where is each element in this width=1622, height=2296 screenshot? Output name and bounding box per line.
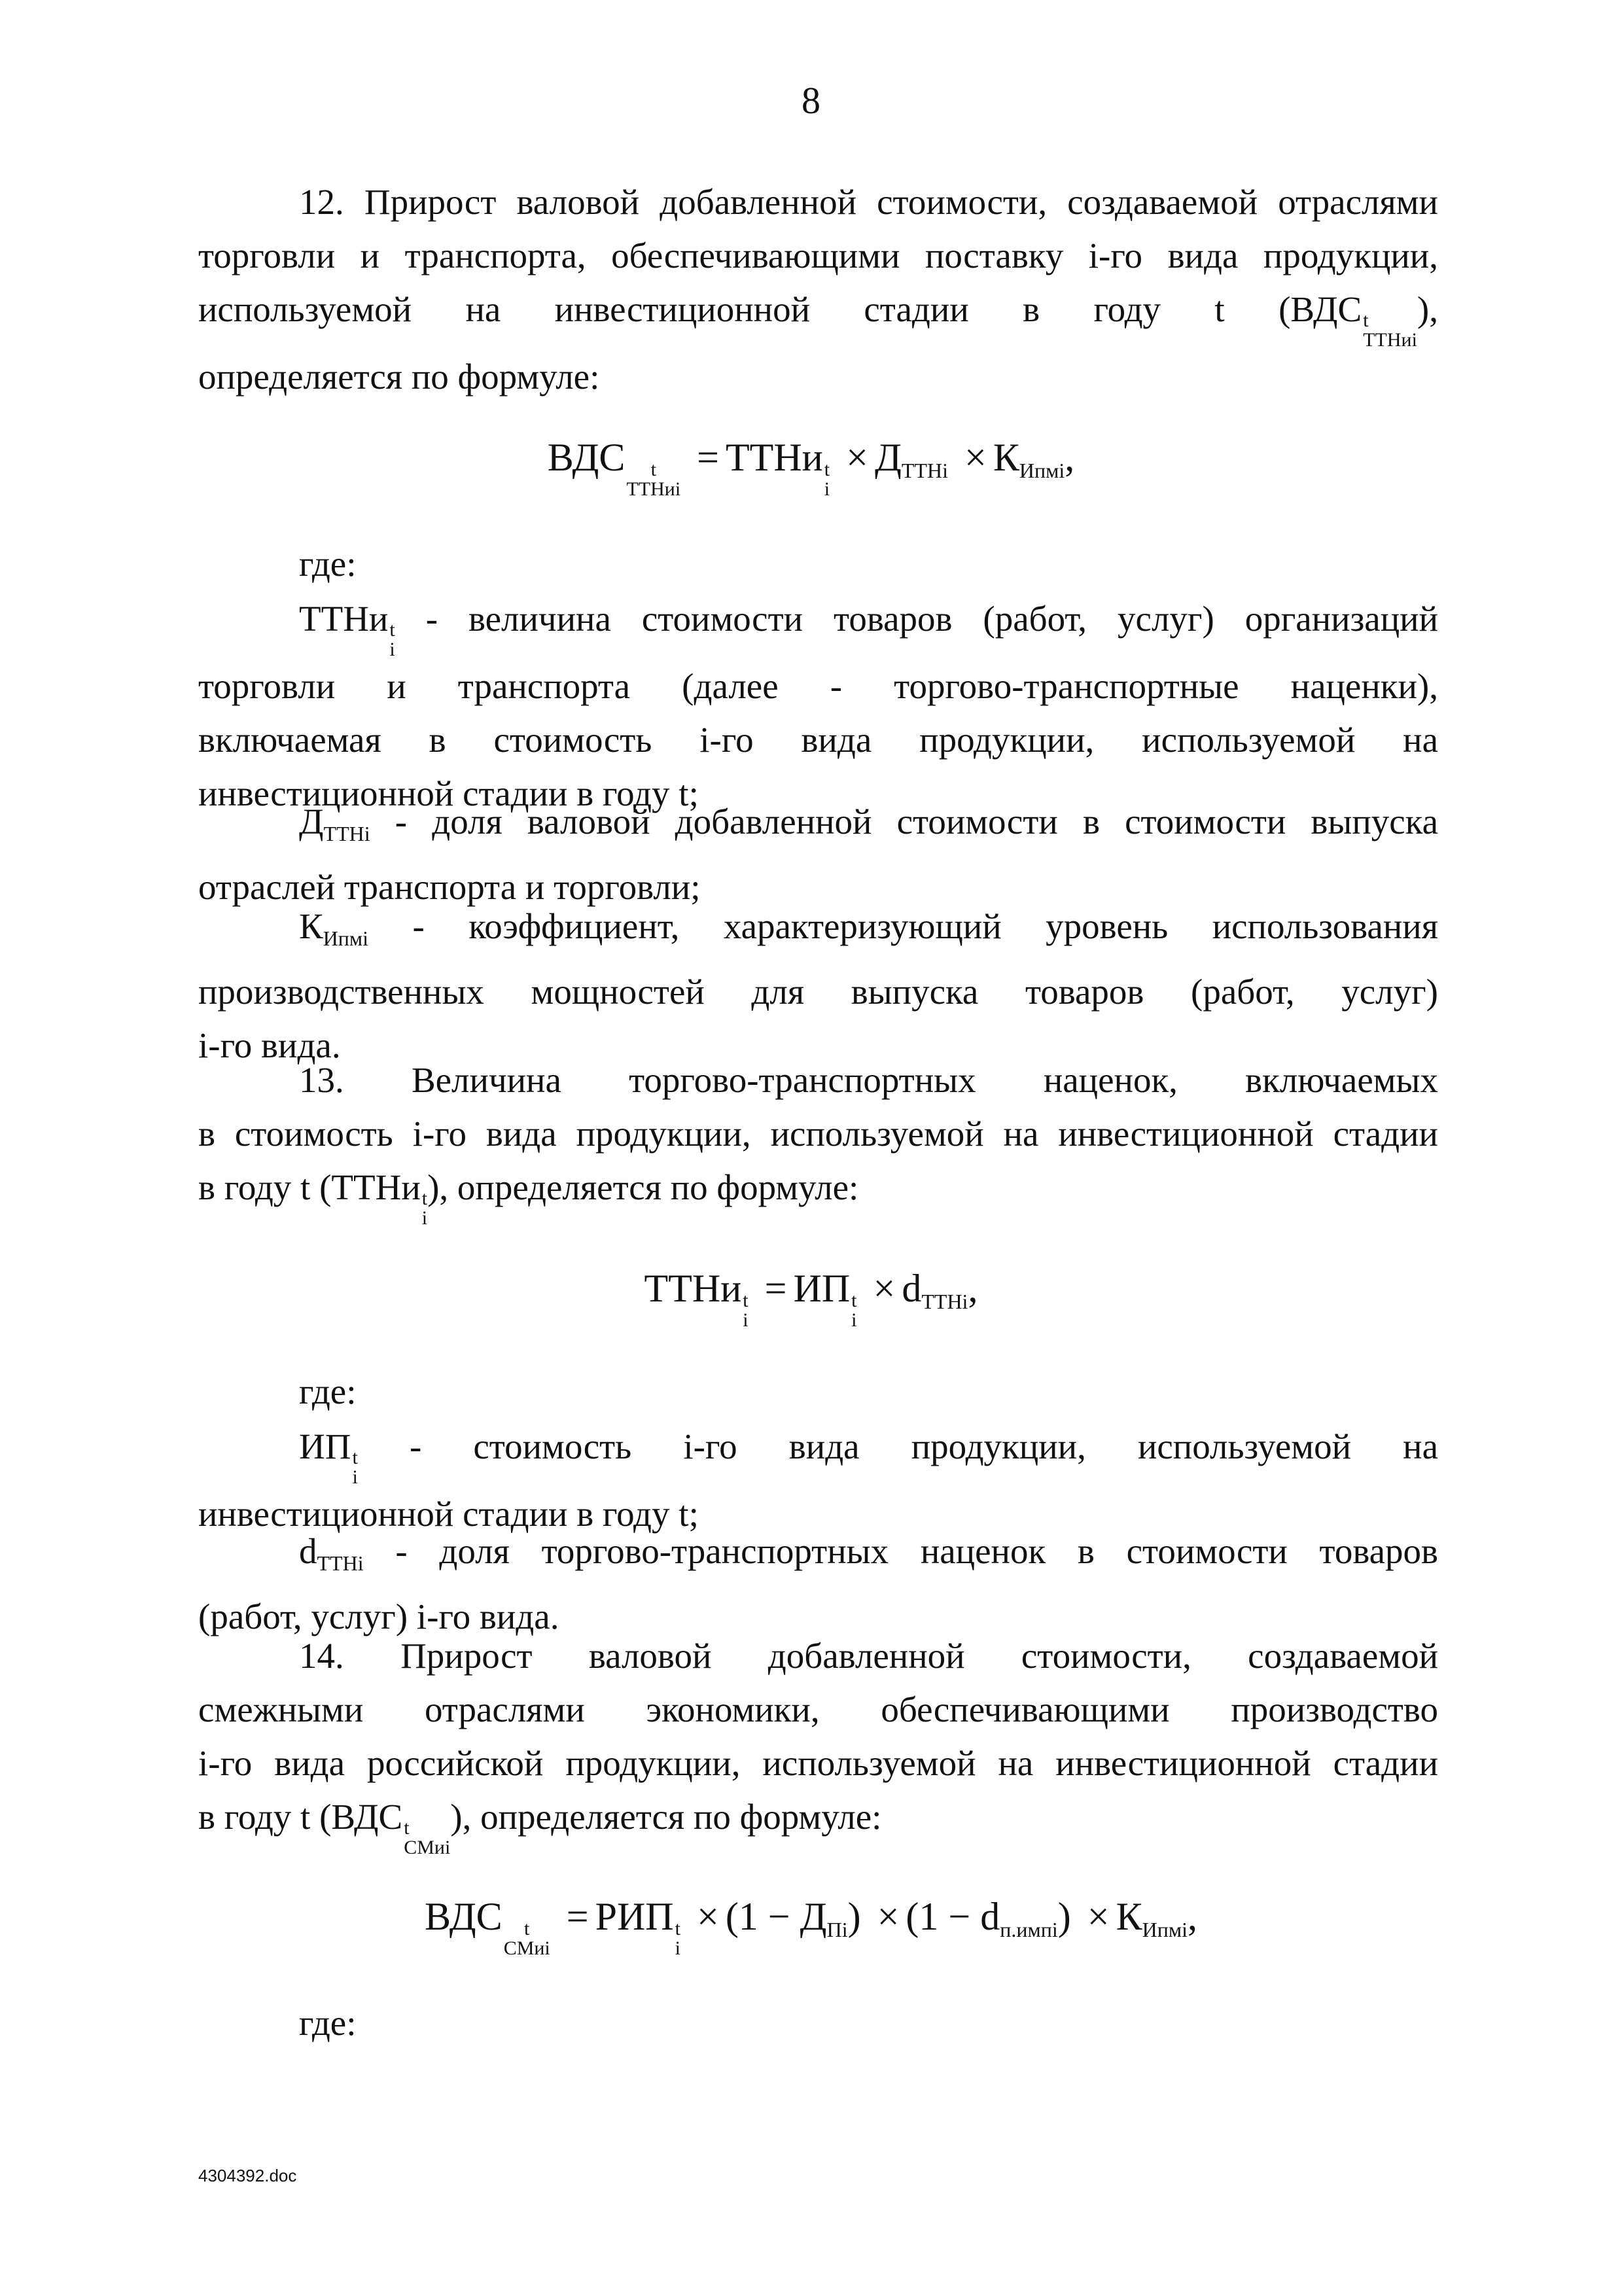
paragraph-13	[198, 1053, 1438, 1228]
formula-2: ТТНи t i = ИП t i × $d_{ТТНi}$,	[644, 1267, 978, 1331]
formula-1: ВДС t ТТНиi = ТТНи t i × $Д_{ТТНi} \times К_{Ипмi}$,	[547, 436, 1075, 500]
paragraph-line: инвестиционной стадии в году t;	[198, 773, 699, 813]
file-footer: 4304392.doc	[198, 2166, 297, 2185]
paragraph-line: производственных мощностей для выпуска товаров (работ, услуг)	[198, 972, 1438, 1012]
paragraph-line: 14. Прирост валовой добавленной стоимости, создаваемой	[299, 1636, 1438, 1676]
paragraph-line: ТТНи t i - величина стоимости товаров (работ, услуг) организаций	[299, 599, 1439, 660]
page-number: 8	[802, 79, 820, 122]
paragraph-line: i-го вида.	[198, 1025, 341, 1066]
formula-3: ВДС t СМиi = РИП t i × $(1 - Д_{Пi}) \times (1 - d_{п.импi}) \times К_{Ипмi}$,	[425, 1895, 1197, 1959]
where-label: где:	[299, 544, 357, 584]
paragraph-line: i-го вида российской продукции, используемой на инвестиционной стадии	[198, 1743, 1438, 1783]
index: t ТТНиi	[1363, 309, 1417, 351]
paragraph-line: определяется по формуле:	[198, 356, 600, 397]
where-label: где:	[299, 2003, 357, 2043]
paragraph-line: в году t (ТТНи t i ), определяется по формуле:	[198, 1167, 859, 1229]
definition-dttni	[198, 1525, 1438, 1644]
paragraph-line: в году t (ВДС t СМиi ), определяется по формуле:	[198, 1797, 882, 1858]
paragraph-line: смежными отраслями экономики, обеспечивающими производство	[198, 1689, 1438, 1729]
where-label: где:	[299, 1371, 357, 1411]
paragraph-line: (работ, услуг) i-го вида.	[198, 1597, 559, 1637]
paragraph-line: $К_{Ипмi}$ - коэффициент, характеризующий уровень использования	[299, 906, 1438, 951]
text-fragment: используемой на инвестиционной стадии в году t (ВДС	[198, 289, 1362, 329]
paragraph-line: отраслей транспорта и торговли;	[198, 867, 701, 908]
paragraph-line: $d_{ТТНi}$ - доля торгово-транспортных наценок в стоимости товаров	[299, 1531, 1438, 1576]
paragraph-line: включаемая в стоимость i-го вида продукции, используемой на	[198, 719, 1438, 760]
paragraph-line: в стоимость i-го вида продукции, используемой на инвестиционной стадии	[198, 1114, 1438, 1154]
paragraph-line: инвестиционной стадии в году t;	[198, 1493, 699, 1534]
definition-ip	[198, 1420, 1438, 1541]
definition-kipm	[198, 900, 1438, 1072]
paragraph-line	[198, 283, 1438, 350]
paragraph-line: $Д_{ТТНi}$ - доля валовой добавленной стоимости в стоимости выпуска	[299, 802, 1439, 846]
paragraph-12	[198, 175, 1438, 404]
symbol: ТТНи	[299, 599, 389, 639]
definition-ttni	[198, 592, 1438, 821]
text-fragment: ),	[1417, 289, 1438, 329]
paragraph-line: торговли и транспорта, обеспечивающими поставку i-го вида продукции,	[198, 236, 1438, 275]
paragraph-line: 13. Величина торгово-транспортных наценок, включаемых	[299, 1060, 1438, 1100]
definition-dttn	[198, 795, 1438, 914]
paragraph-line: ИП t i - стоимость i-го вида продукции, используемой на	[299, 1426, 1439, 1488]
paragraph-line: 12. Прирост валовой добавленной стоимости, создаваемой отраслями	[299, 182, 1438, 222]
paragraph-line: торговли и транспорта (далее - торгово-транспортные наценки),	[198, 665, 1438, 706]
paragraph-14	[198, 1629, 1438, 1858]
